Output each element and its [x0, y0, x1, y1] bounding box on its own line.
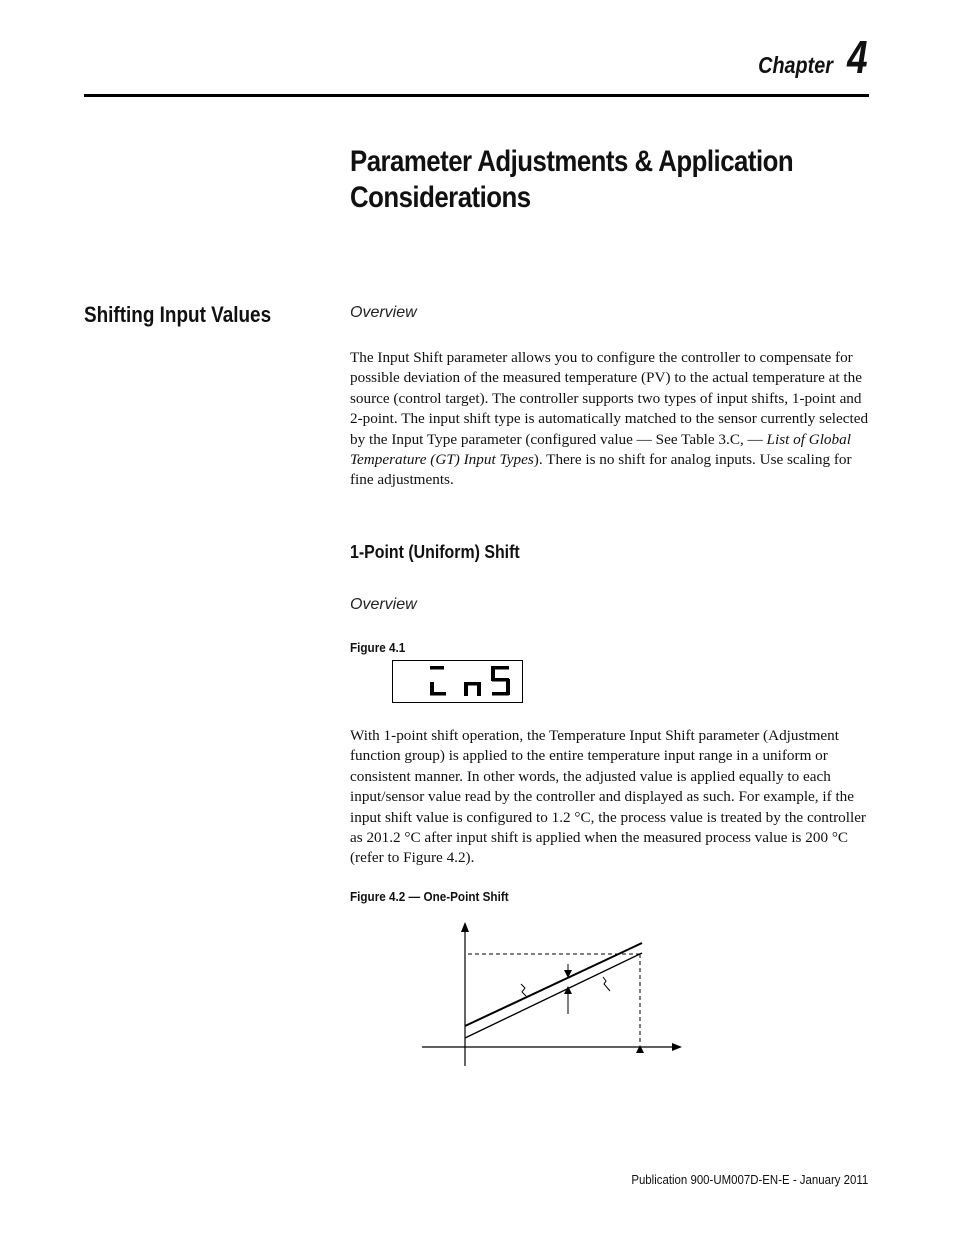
figure-4-2-label: Figure 4.2 — One-Point Shift: [350, 889, 509, 904]
lcd-display: [392, 660, 523, 703]
subsection-heading: 1-Point (Uniform) Shift: [350, 541, 520, 562]
section-intro-paragraph: [350, 348, 870, 491]
section-heading: Shifting Input Values: [84, 302, 272, 327]
x-marker-arrow-icon: [636, 1045, 644, 1053]
section-overview-label: Overview: [350, 304, 417, 321]
chapter-number: 4: [847, 31, 868, 83]
original-line-leader: [603, 977, 610, 991]
figure-4-1-label: Figure 4.1: [350, 640, 406, 655]
y-axis-arrow-icon: [461, 922, 469, 932]
shifted-line-leader: [521, 984, 526, 996]
publication-footer: Publication 900-UM007D-EN-E - January 2011: [631, 1172, 868, 1187]
subsection-overview-label: Overview: [350, 596, 417, 613]
page-title-line-1: Parameter Adjustments & Application: [350, 145, 794, 178]
intro-text-part-2: ). There is no shift for analog inputs. Use scaling for fine adjustments.: [350, 451, 852, 489]
intro-text-part-1: The Input Shift parameter allows you to configure the controller to compensate for possible deviation of the measured temperature (PV) to the actual temperature at the source (control target). The controller supports two types of input shifts, 1-point and 2-point. The input shift type is automatically matched to the sensor currently selected by the Input Type parameter (configured value — See Table 3.C, —: [350, 349, 869, 448]
original-line: [465, 953, 642, 1038]
page-title: [350, 144, 870, 216]
subsection-body-paragraph: With 1-point shift operation, the Temperature Input Shift parameter (Adjustment function group) is applied to the entire temperature input range in a uniform or consistent manner. In other words, the adjusted value is applied equally to each input/sensor value read by the controller and displayed as such. For example, if the input shift value is configured to 1.2 °C, the process value is treated by the controller as 201.2 °C after input shift is applied when the measured process value is 200 °C (refer to Figure 4.2).: [350, 727, 866, 867]
header-rule: [84, 94, 869, 97]
page-title-line-2: Considerations: [350, 181, 531, 214]
chapter-label: Chapter: [757, 52, 833, 78]
seven-segment-ins-icon: [393, 661, 521, 701]
intro-italic-reference: List of Global Temperature (GT) Input Types: [350, 430, 851, 469]
shifted-line: [465, 943, 642, 1026]
one-point-shift-diagram: [410, 918, 690, 1070]
chapter-heading: [746, 31, 869, 83]
x-axis-arrow-icon: [672, 1043, 682, 1051]
